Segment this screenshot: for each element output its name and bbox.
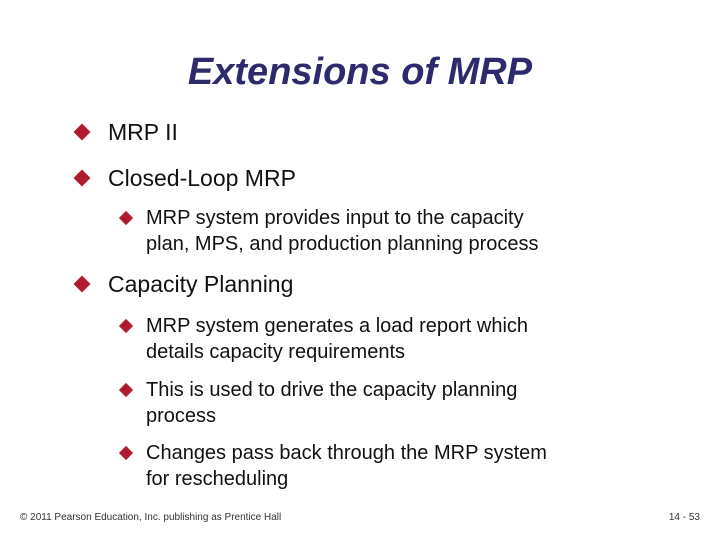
footer-page-number: 14 - 53 <box>668 512 700 523</box>
diamond-bullet-icon <box>119 446 133 460</box>
bullet-text-line2: details capacity requirements <box>146 341 406 363</box>
diamond-bullet-icon <box>119 211 133 225</box>
bullet-text-line1: MRP system provides input to the capacity <box>146 207 524 229</box>
bullet-text: MRP II <box>108 119 178 145</box>
bullet-text-line1: Changes pass back through the MRP system <box>146 442 547 464</box>
footer-copyright: © 2011 Pearson Education, Inc. publishing as Prentice Hall <box>20 512 282 523</box>
bullet-text-line1: MRP system generates a load report which <box>146 315 529 337</box>
diamond-bullet-icon <box>119 383 133 397</box>
bullet-text-line2: plan, MPS, and production planning process <box>146 233 539 255</box>
bullet-text-line2: for rescheduling <box>146 468 289 490</box>
diamond-bullet-icon <box>74 276 91 293</box>
diamond-bullet-icon <box>74 170 91 187</box>
bullet-text-line2: process <box>146 405 217 427</box>
bullet-text: Closed-Loop MRP <box>108 165 296 191</box>
slide-title: Extensions of MRP <box>187 51 533 93</box>
bullet-text: Capacity Planning <box>108 271 294 297</box>
diamond-bullet-icon <box>74 124 91 141</box>
bullet-text-line1: This is used to drive the capacity planning <box>146 379 518 401</box>
diamond-bullet-icon <box>119 319 133 333</box>
